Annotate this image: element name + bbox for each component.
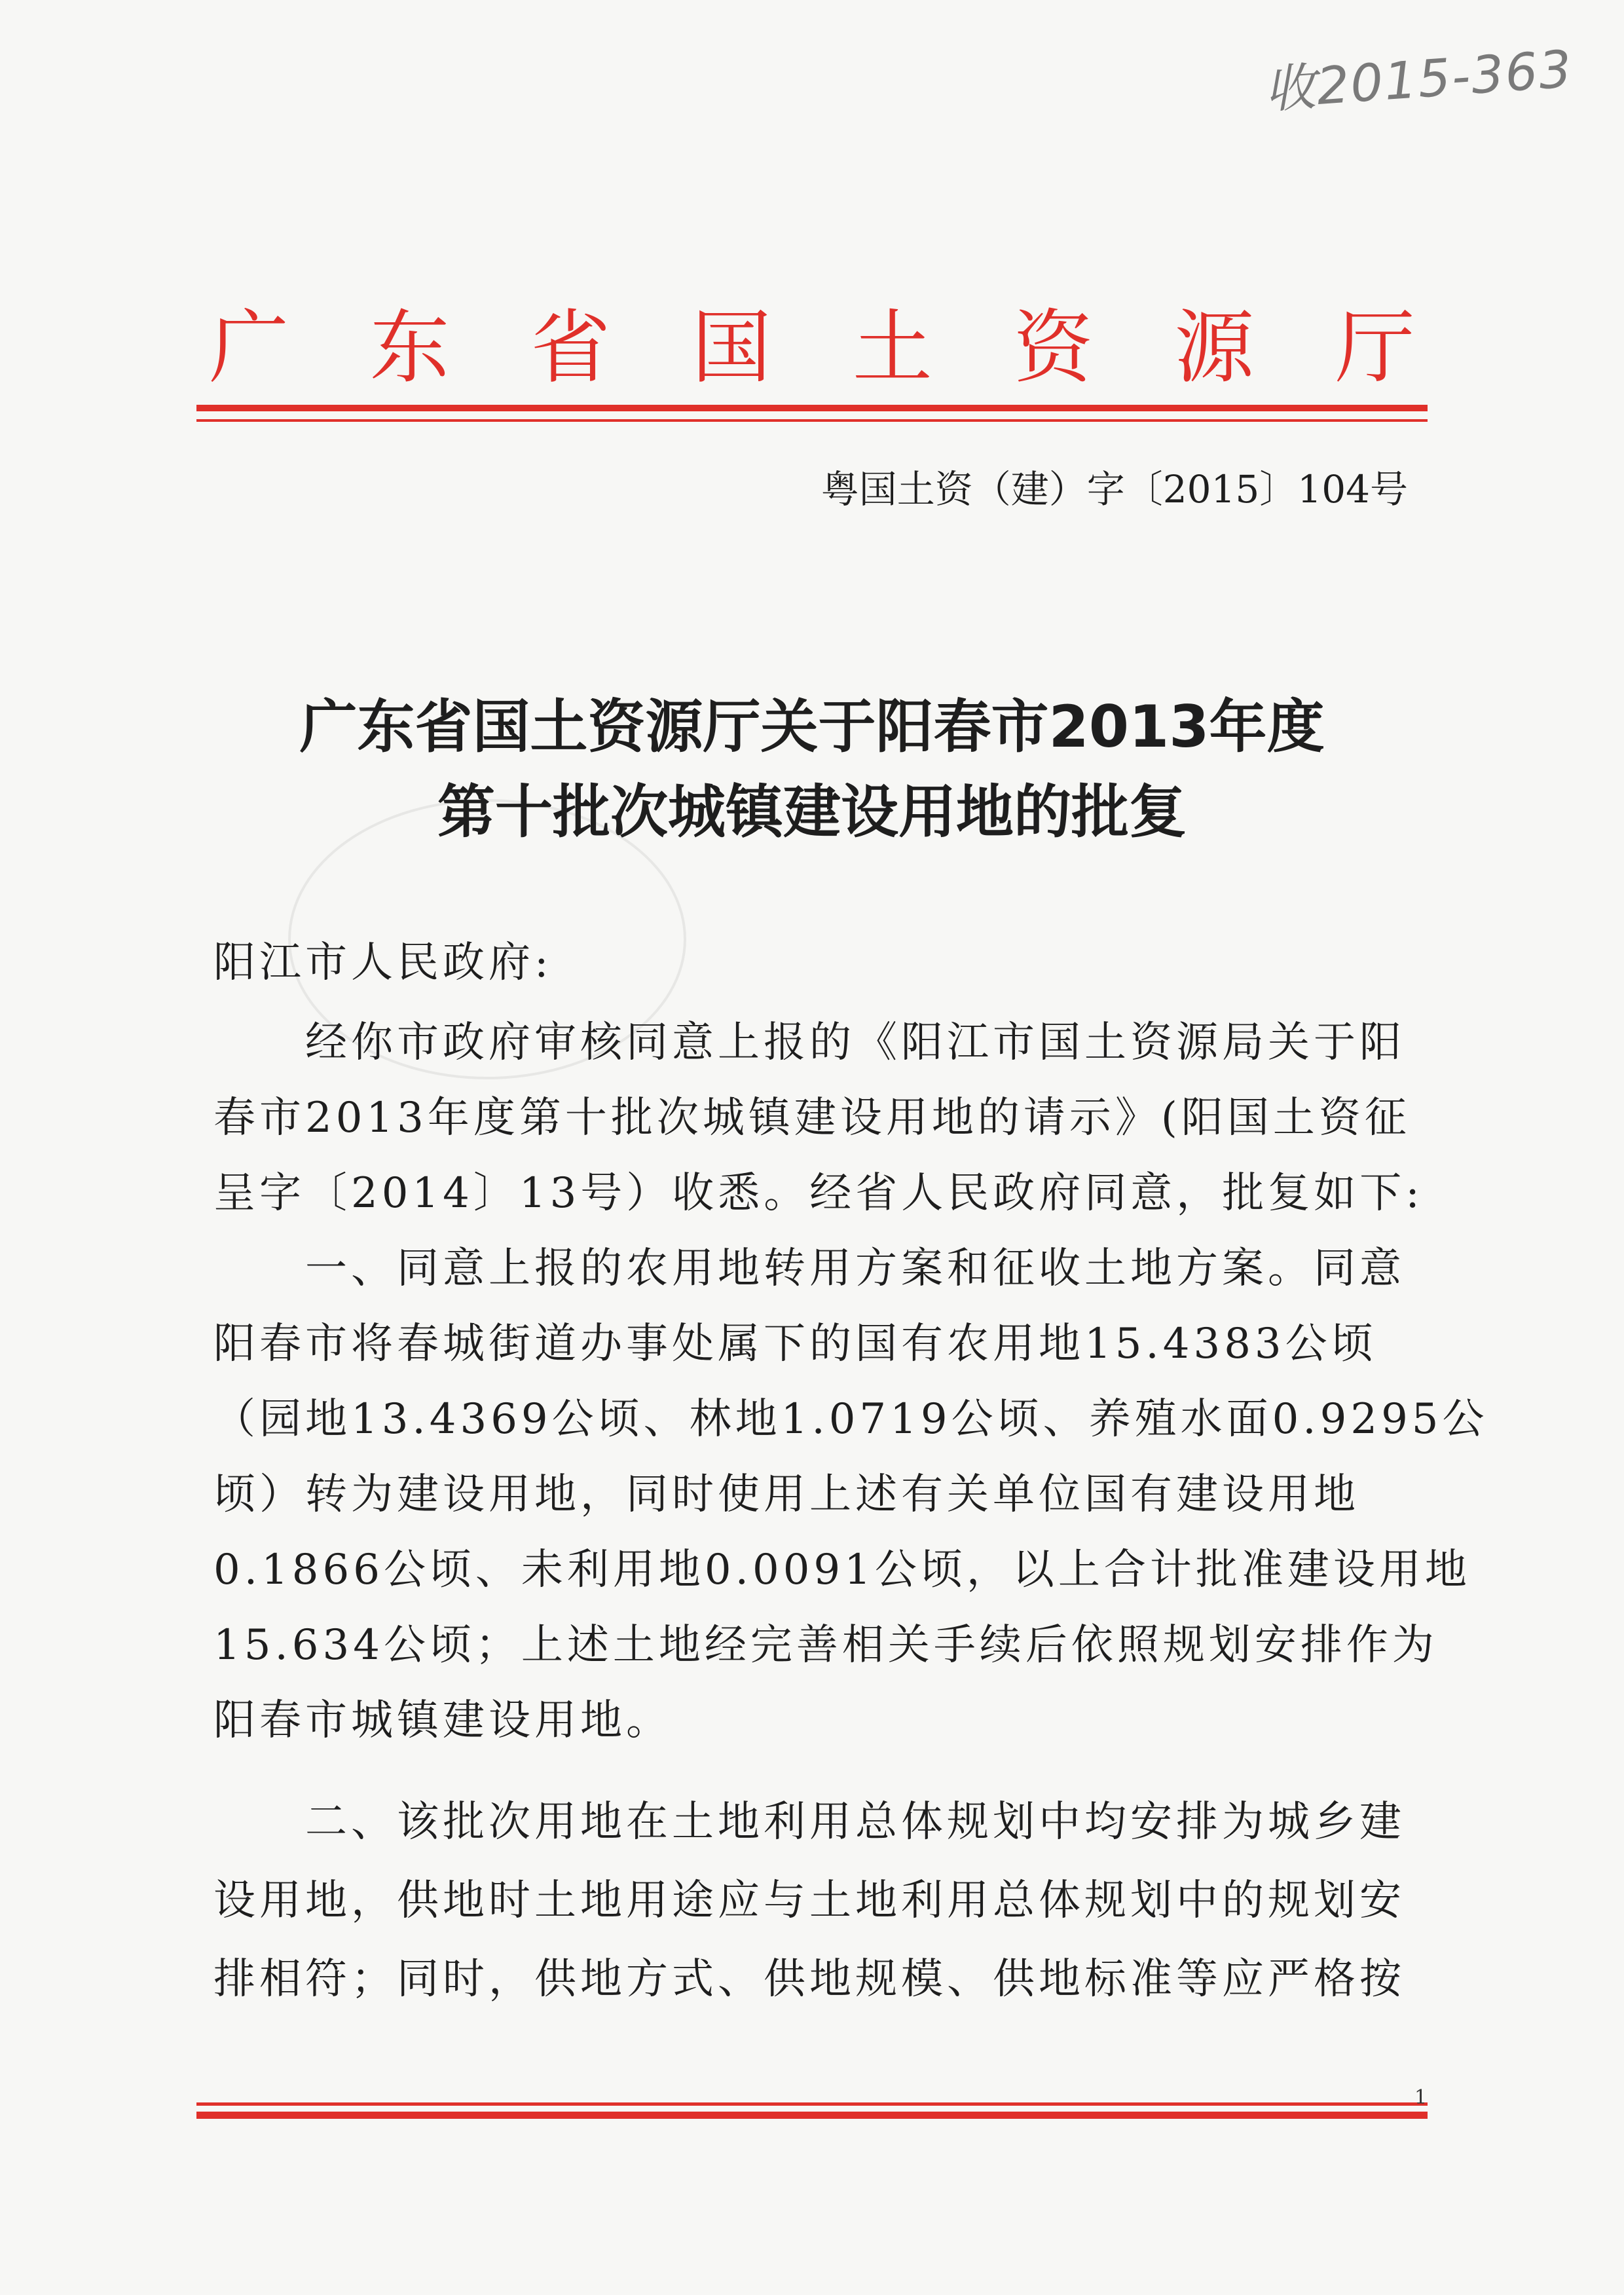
body-line: 15.634公顷；上述土地经完善相关手续后依照规划安排作为 (213, 1621, 1438, 1670)
header-char: 源 (1174, 301, 1255, 394)
header-divider-thin (196, 419, 1428, 422)
page-number: 1 (1414, 2086, 1428, 2109)
body-line: 春市2013年度第十批次城镇建设用地的请示》(阳国土资征 (213, 1094, 1411, 1142)
handwritten-receipt-note: 收2015-363 (1262, 39, 1575, 121)
header-char: 省 (530, 301, 611, 394)
footer-divider-thick (196, 2112, 1428, 2119)
body-line: 排相符；同时，供地方式、供地规模、供地标准等应严格按 (213, 1955, 1405, 2004)
header-divider-thick (196, 405, 1428, 411)
body-line: 设用地，供地时土地用途应与土地利用总体规划中的规划安 (213, 1876, 1405, 1925)
header-char: 土 (852, 301, 932, 394)
document-title-line-2: 第十批次城镇建设用地的批复 (437, 778, 1187, 846)
body-line: （园地13.4369公顷、林地1.0719公顷、养殖水面0.9295公 (213, 1395, 1488, 1444)
document-title-line-1: 广东省国土资源厅关于阳春市2013年度 (299, 693, 1325, 760)
body-line: 顷）转为建设用地，同时使用上述有关单位国有建设用地 (213, 1470, 1359, 1519)
salutation: 阳江市人民政府: (213, 939, 553, 987)
header-char: 广 (209, 301, 289, 394)
header-char: 资 (1013, 301, 1094, 394)
body-line: 阳春市城镇建设用地。 (213, 1696, 672, 1745)
document-number: 粤国土资（建）字〔2015〕104号 (821, 467, 1408, 512)
body-line: 呈字〔2014〕13号）收悉。经省人民政府同意，批复如下: (213, 1169, 1424, 1218)
body-line: 二、该批次用地在土地利用总体规划中均安排为城乡建 (213, 1798, 1405, 1846)
body-line: 经你市政府审核同意上报的《阳江市国土资源局关于阳 (213, 1018, 1405, 1067)
header-char: 厅 (1335, 301, 1415, 394)
body-line: 0.1866公顷、未利用地0.0091公顷，以上合计批准建设用地 (213, 1546, 1471, 1594)
body-line: 阳春市将春城街道办事处属下的国有农用地15.4383公顷 (213, 1320, 1377, 1368)
header-char: 国 (692, 301, 772, 394)
body-line: 一、同意上报的农用地转用方案和征收土地方案。同意 (213, 1244, 1405, 1293)
issuing-authority-header (196, 288, 1428, 393)
footer-divider-thin (196, 2102, 1428, 2106)
header-char: 东 (369, 301, 450, 394)
